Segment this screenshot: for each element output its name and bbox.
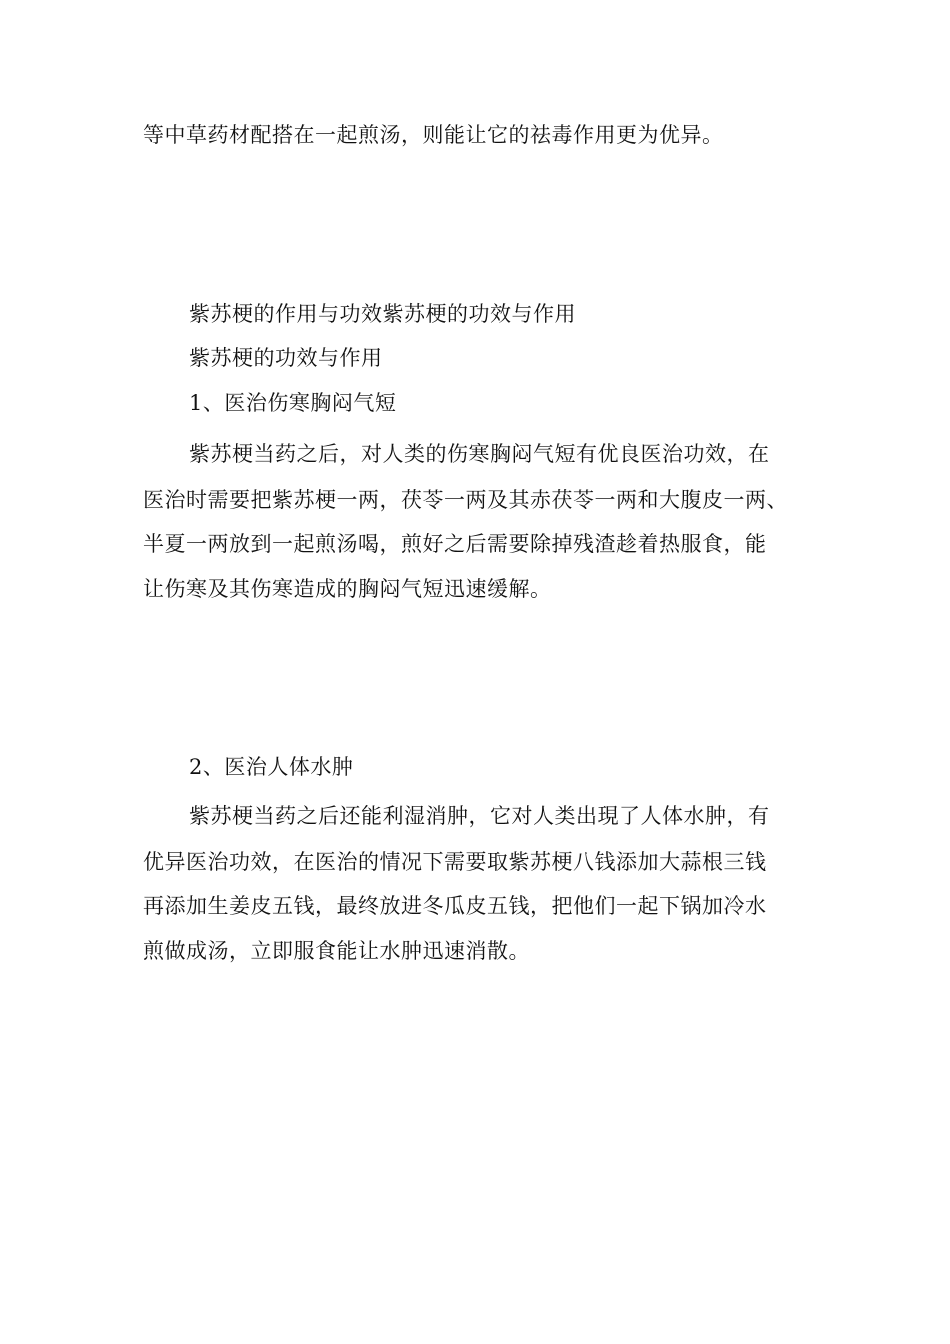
intro-text-line: 等中草药材配搭在一起煎汤，则能让它的祛毒作用更为优异。 <box>143 123 724 147</box>
article-title: 紫苏梗的作用与功效紫苏梗的功效与作用 <box>189 302 576 326</box>
section-2-paragraph-line: 优异医治功效，在医治的情况下需要取紫苏梗八钱添加大蒜根三钱 <box>143 850 767 874</box>
section-2-paragraph-line: 紫苏梗当药之后还能利湿消肿，它对人类出現了人体水肿，有 <box>189 804 770 828</box>
section-2-paragraph-line: 再添加生姜皮五钱，最终放进冬瓜皮五钱，把他们一起下锅加冷水 <box>143 894 767 918</box>
section-1-heading: 1、医治伤寒胸闷气短 <box>189 391 397 415</box>
article-subtitle: 紫苏梗的功效与作用 <box>189 346 383 370</box>
section-2-heading: 2、医治人体水肿 <box>189 755 354 779</box>
section-2-paragraph-line: 煎做成汤，立即服食能让水肿迅速消散。 <box>143 939 530 963</box>
section-1-paragraph-line: 让伤寒及其伤寒造成的胸闷气短迅速缓解。 <box>143 577 552 601</box>
section-1-paragraph-line: 紫苏梗当药之后，对人类的伤寒胸闷气短有优良医治功效，在 <box>189 442 770 466</box>
section-1-paragraph-line: 半夏一两放到一起煎汤喝，煎好之后需要除掉残渣趁着热服食，能 <box>143 532 767 556</box>
section-1-paragraph-line: 医治时需要把紫苏梗一两，茯苓一两及其赤茯苓一两和大腹皮一两、 <box>143 488 788 512</box>
